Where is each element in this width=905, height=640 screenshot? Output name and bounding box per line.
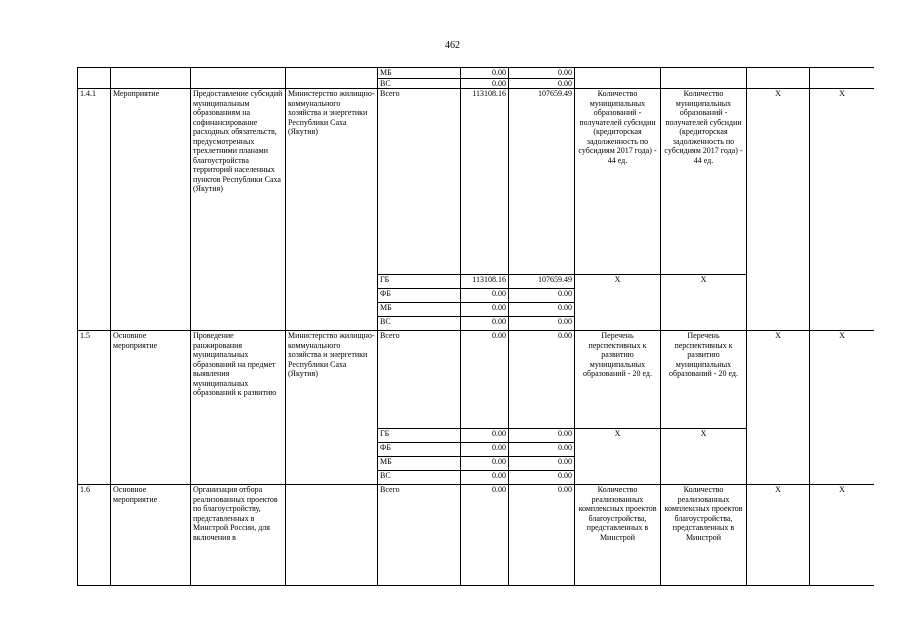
indicator-cell: Перечень перспективных к развитию муниципальных образований - 20 ед. (575, 331, 661, 429)
value-cell: 107659.49 (509, 275, 575, 289)
item-name: Организация отбора реализованных проектов по благоустройству, представленных в Минстрой России, для включения в (191, 485, 286, 586)
value-cell: 0.00 (461, 303, 509, 317)
value-cell: 0.00 (461, 68, 509, 79)
mark-cell: Х (747, 485, 810, 586)
item-name: Проведение ранжирования муниципальных образований на предмет выявления муниципальных образований к развитию (191, 331, 286, 485)
value-cell: 0.00 (461, 471, 509, 485)
source-cell: ГБ (378, 275, 461, 289)
item-executor: Министерство жилищно-коммунального хозяйства и энергетики Республики Саха (Якутия) (286, 331, 378, 485)
value-cell: 0.00 (509, 471, 575, 485)
cell (747, 68, 810, 89)
table-row (78, 331, 875, 429)
item-executor (286, 485, 378, 586)
value-cell: 113108.16 (461, 89, 509, 275)
mark-cell: Х (661, 429, 747, 485)
value-cell: 0.00 (461, 78, 509, 89)
source-cell: ФБ (378, 443, 461, 457)
source-cell: Всего (378, 485, 461, 586)
item-id: 1.4.1 (78, 89, 111, 331)
item-type: Основное мероприятие (111, 331, 191, 485)
item-name: Предоставление субсидий муниципальным образованиям на софинансирование расходных обязательств, предусмотренных трехлетними планами благоустройства территорий населенных пунктов Республики Саха (Якутия) (191, 89, 286, 331)
indicator-cell: Количество реализованных комплексных проектов благоустройства, представленных в Минстрой (575, 485, 661, 586)
source-cell: ФБ (378, 289, 461, 303)
value-cell: 0.00 (509, 331, 575, 429)
value-cell: 0.00 (509, 289, 575, 303)
value-cell: 0.00 (461, 317, 509, 331)
cell (78, 68, 111, 89)
value-cell: 0.00 (461, 429, 509, 443)
value-cell: 0.00 (461, 443, 509, 457)
indicator-cell: Перечень перспективных к развитию муниципальных образований - 20 ед. (661, 331, 747, 429)
mark-cell: Х (747, 89, 810, 331)
value-cell: 0.00 (509, 457, 575, 471)
mark-cell: Х (810, 331, 875, 485)
source-cell: МБ (378, 303, 461, 317)
table-row (78, 89, 875, 275)
source-cell: ВС (378, 317, 461, 331)
cell (575, 68, 661, 89)
mark-cell: Х (747, 331, 810, 485)
cell (286, 68, 378, 89)
program-table (77, 67, 874, 586)
indicator-cell: Количество муниципальных образований - получателей субсидии (кредиторская задолженность по субсидиям 2017 года) - 44 ед. (661, 89, 747, 275)
page-number: 462 (445, 40, 460, 51)
item-id: 1.6 (78, 485, 111, 586)
value-cell: 0.00 (509, 443, 575, 457)
item-executor: Министерство жилищно-коммунального хозяйства и энергетики Республики Саха (Якутия) (286, 89, 378, 331)
value-cell: 0.00 (509, 429, 575, 443)
mark-cell: Х (575, 429, 661, 485)
indicator-cell: Количество муниципальных образований - получателей субсидии (кредиторская задолженность по субсидиям 2017 года) - 44 ед. (575, 89, 661, 275)
source-cell: Всего (378, 89, 461, 275)
indicator-cell: Количество реализованных комплексных проектов благоустройства, представленных в Минстрой (661, 485, 747, 586)
source-cell: МБ (378, 457, 461, 471)
cell (810, 68, 875, 89)
item-type: Основное мероприятие (111, 485, 191, 586)
source-cell: ГБ (378, 429, 461, 443)
value-cell: 0.00 (509, 68, 575, 79)
source-cell: ВС (378, 78, 461, 89)
mark-cell: Х (810, 89, 875, 331)
value-cell: 0.00 (509, 317, 575, 331)
cell (111, 68, 191, 89)
table-row (78, 485, 875, 586)
source-cell: Всего (378, 331, 461, 429)
value-cell: 107659.49 (509, 89, 575, 275)
cell (661, 68, 747, 89)
mark-cell: Х (575, 275, 661, 331)
value-cell: 0.00 (509, 485, 575, 586)
cell (191, 68, 286, 89)
source-cell: ВС (378, 471, 461, 485)
value-cell: 0.00 (461, 331, 509, 429)
value-cell: 0.00 (461, 485, 509, 586)
item-id: 1.5 (78, 331, 111, 485)
value-cell: 0.00 (461, 457, 509, 471)
value-cell: 113108.16 (461, 275, 509, 289)
value-cell: 0.00 (509, 78, 575, 89)
source-cell: МБ (378, 68, 461, 79)
table-row (78, 68, 875, 79)
value-cell: 0.00 (509, 303, 575, 317)
item-type: Мероприятие (111, 89, 191, 331)
mark-cell: Х (661, 275, 747, 331)
value-cell: 0.00 (461, 289, 509, 303)
mark-cell: Х (810, 485, 875, 586)
table-fragment (77, 67, 874, 600)
